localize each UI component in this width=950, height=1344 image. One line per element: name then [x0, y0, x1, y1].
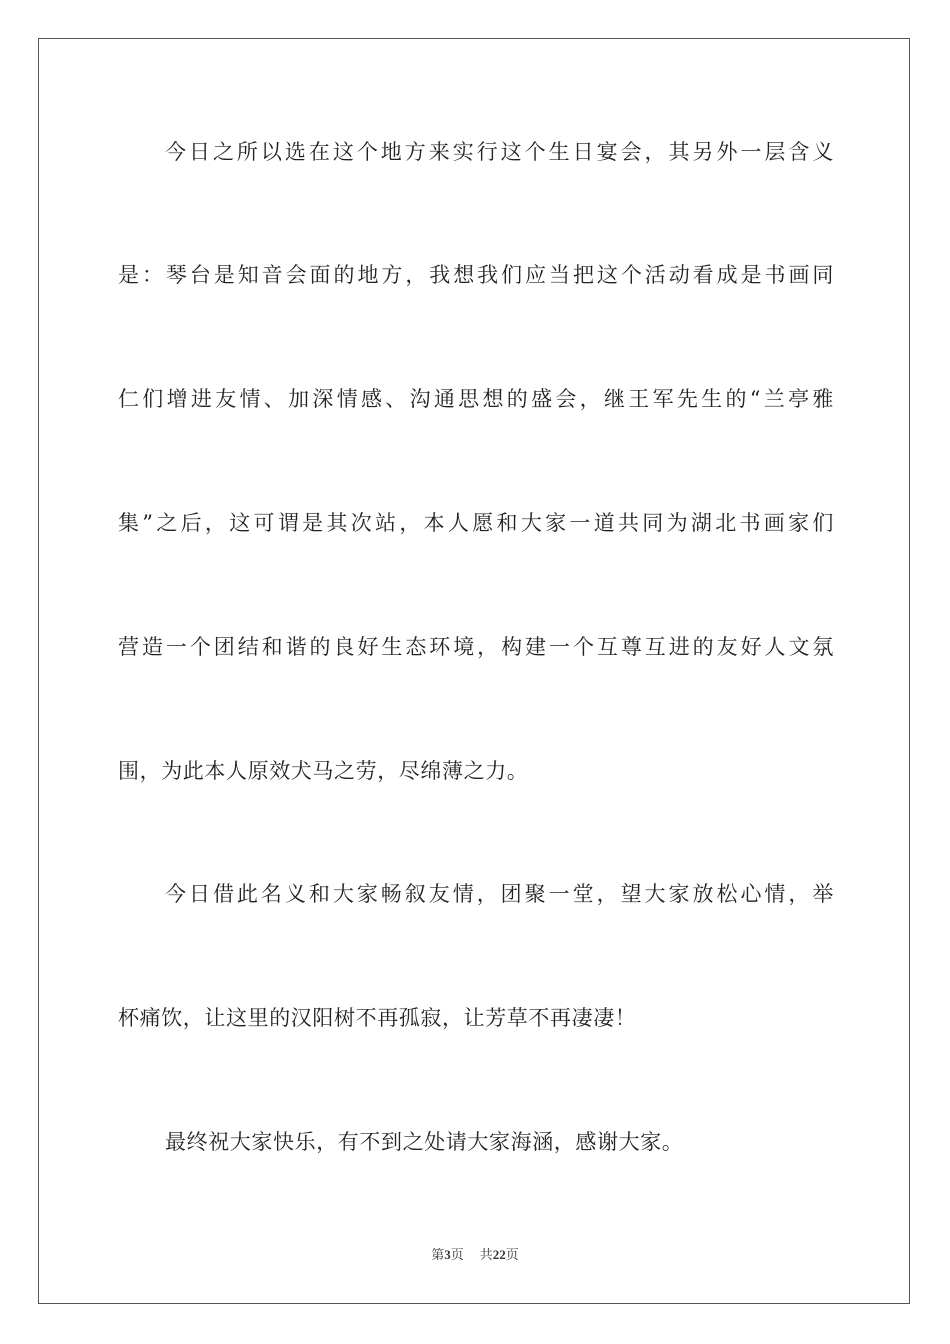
paragraph-1-line-5: 营造一个团结和谐的良好生态环境，构建一个互尊互进的友好人文氛	[118, 635, 834, 659]
paragraph-1-line-2: 是：琴台是知音会面的地方，我想我们应当把这个活动看成是书画同	[118, 263, 834, 287]
total-suffix: 页	[505, 1248, 519, 1263]
paragraph-2-line-1: 今日借此名义和大家畅叙友情，团聚一堂，望大家放松心情，举	[165, 882, 834, 906]
total-pages: 22	[492, 1247, 506, 1262]
page-number: 3	[444, 1247, 451, 1262]
page-border	[38, 38, 910, 1304]
total-prefix: 共	[479, 1248, 493, 1263]
paragraph-1-line-6: 围，为此本人原效犬马之劳，尽绵薄之力。	[118, 759, 529, 783]
page-prefix: 第	[431, 1248, 445, 1263]
paragraph-3-line-1: 最终祝大家快乐，有不到之处请大家海涵，感谢大家。	[165, 1130, 684, 1154]
paragraph-1-line-1: 今日之所以选在这个地方来实行这个生日宴会，其另外一层含义	[165, 140, 834, 164]
paragraph-2-line-2: 杯痛饮，让这里的汉阳树不再孤寂，让芳草不再凄凄！	[118, 1006, 637, 1030]
page-footer	[0, 1246, 950, 1265]
paragraph-1-line-3: 仁们增进友情、加深情感、沟通思想的盛会，继王军先生的“兰亭雅	[118, 387, 834, 411]
paragraph-1-line-4: 集”之后，这可谓是其次站，本人愿和大家一道共同为湖北书画家们	[118, 511, 834, 535]
page-suffix: 页	[450, 1248, 464, 1263]
